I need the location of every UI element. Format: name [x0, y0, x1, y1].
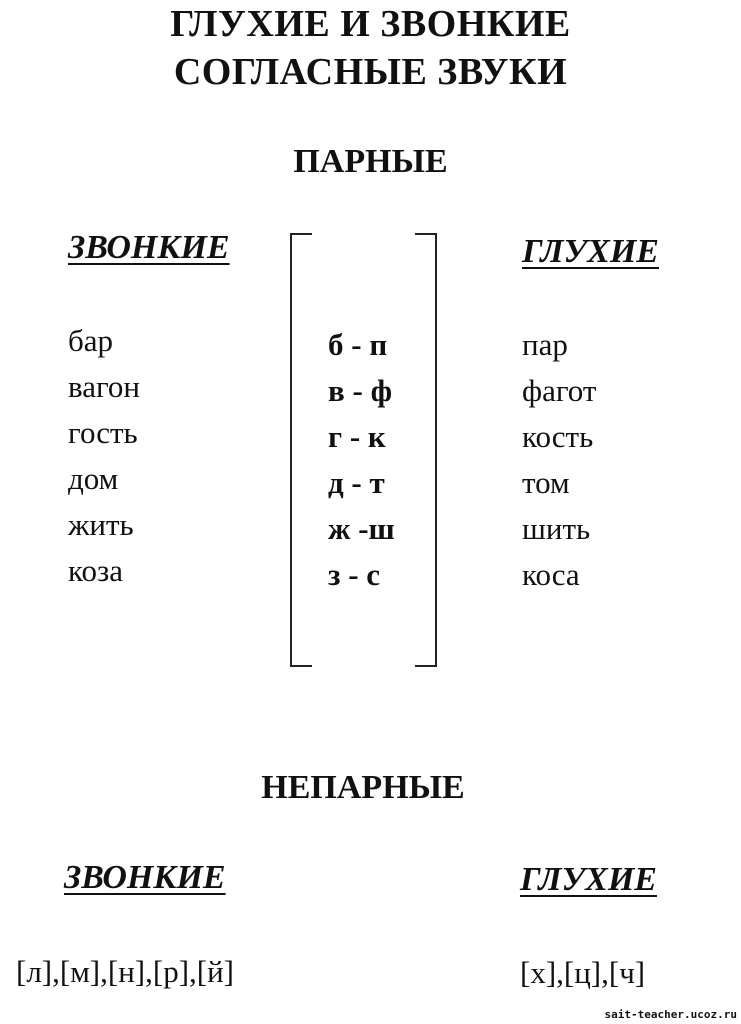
list-item: шить: [522, 511, 591, 546]
paired-voiced-word-list: [68, 318, 140, 594]
paired-heading: ПАРНЫЕ: [293, 143, 448, 180]
paired-voiceless-word-list: [522, 322, 596, 598]
list-item: пар: [522, 327, 568, 362]
consonant-pair: б - п: [328, 327, 388, 362]
list-item: коза: [68, 553, 123, 588]
consonant-pair: з - с: [328, 557, 381, 592]
list-item: фагот: [522, 373, 597, 408]
consonant-pairs-list: [328, 322, 395, 598]
list-item: коса: [522, 557, 580, 592]
unpaired-heading: НЕПАРНЫЕ: [261, 769, 465, 806]
paired-voiceless-heading: ГЛУХИЕ: [522, 233, 659, 270]
list-item: бар: [68, 323, 114, 358]
list-item: том: [522, 465, 570, 500]
list-item: жить: [68, 507, 134, 542]
consonant-pair: г - к: [328, 419, 386, 454]
title-line-1: ГЛУХИЕ И ЗВОНКИЕ: [170, 3, 571, 45]
paired-voiced-heading: ЗВОНКИЕ: [68, 229, 230, 266]
list-item: гость: [68, 415, 138, 450]
consonant-pair: ж -ш: [328, 511, 395, 546]
unpaired-voiced-sounds: [л],[м],[н],[р],[й]: [16, 954, 234, 989]
title-line-2: СОГЛАСНЫЕ ЗВУКИ: [173, 51, 568, 93]
list-item: вагон: [68, 369, 141, 404]
unpaired-voiceless-sounds: [х],[ц],[ч]: [520, 955, 646, 990]
list-item: кость: [522, 419, 594, 454]
footer-site-url: sait-teacher.ucoz.ru: [604, 1008, 737, 1021]
list-item: дом: [68, 461, 119, 496]
consonant-pair: в - ф: [328, 373, 393, 408]
consonant-pair: д - т: [328, 465, 385, 500]
right-bracket: [415, 233, 437, 667]
left-bracket: [290, 233, 312, 667]
unpaired-voiced-heading: ЗВОНКИЕ: [64, 859, 226, 896]
unpaired-voiceless-heading: ГЛУХИЕ: [520, 861, 657, 898]
